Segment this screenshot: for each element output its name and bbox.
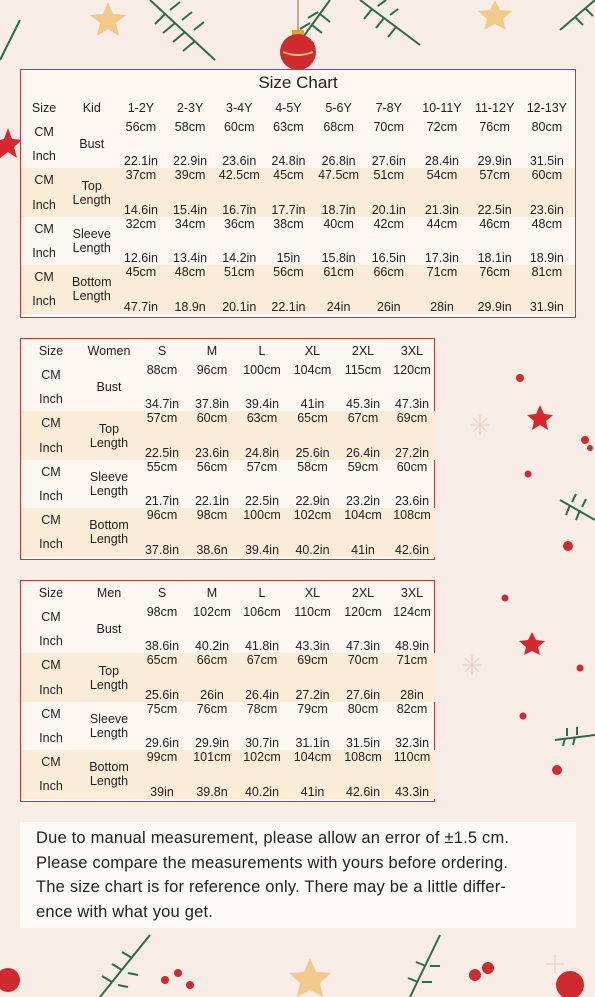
unit-label: CM — [21, 750, 81, 774]
table-cell: 47.3in — [345, 639, 381, 654]
unit-label: CM — [21, 411, 81, 435]
star-icon — [90, 2, 126, 36]
table-cell: 108cm — [388, 508, 436, 532]
table-cell: 63cm — [237, 411, 287, 435]
table-cell: 58cm — [174, 120, 206, 134]
unit-label: CM — [34, 221, 54, 236]
unit-label: CM — [41, 464, 61, 479]
column-header: 1-2Y — [127, 101, 155, 115]
column-header: L — [258, 344, 266, 358]
table-cell: 79cm — [297, 701, 328, 716]
column-header: S — [157, 586, 167, 600]
column-header: 5-6Y — [325, 101, 352, 115]
ornament-icon — [280, 34, 316, 70]
table-cell: 15.8in — [321, 251, 356, 266]
unit-label: CM — [21, 168, 67, 192]
table-cell: 20.1in — [215, 289, 264, 313]
unit-label: Inch — [39, 731, 63, 746]
table-cell: 23.6in — [222, 154, 257, 169]
table-cell: 37.8in — [194, 397, 230, 412]
table-cell: 24.8in — [271, 154, 306, 169]
table-row — [21, 363, 436, 387]
table-row — [21, 750, 436, 774]
table-row — [21, 168, 575, 192]
table-cell: 102cm — [287, 508, 338, 532]
measurement-note — [20, 822, 576, 928]
column-header: Men — [96, 586, 122, 600]
table-cell: 27.2in — [388, 436, 436, 460]
table-cell: 46cm — [479, 216, 510, 231]
unit-label: Inch — [21, 678, 81, 702]
table-cell: 29.6in — [144, 736, 180, 751]
table-cell: 15in — [276, 251, 301, 266]
table-cell: 18.9n — [166, 289, 215, 313]
table-cell: 48cm — [166, 265, 215, 289]
measurement-label: Bust — [96, 622, 122, 637]
table-cell: 18.7in — [313, 193, 364, 217]
table-row — [21, 265, 575, 289]
table-cell: 120cm — [344, 605, 382, 619]
table-cell: 63cm — [273, 120, 304, 134]
table-row — [21, 508, 436, 532]
table-cell: 47.3in — [394, 397, 430, 412]
table-cell: 47.5cm — [313, 168, 364, 192]
star-icon — [527, 405, 553, 430]
table-cell: 56cm — [125, 120, 157, 134]
table-cell: 39.4in — [237, 532, 287, 556]
table-cell: 38cm — [273, 216, 304, 231]
table-cell: 39.8n — [187, 774, 237, 798]
unit-label: Inch — [32, 149, 56, 164]
table-cell: 38.6n — [187, 532, 237, 556]
kid-table-grid — [21, 96, 575, 314]
table-cell: 100cm — [237, 508, 287, 532]
table-cell: 69cm — [287, 653, 338, 677]
unit-label: Inch — [21, 193, 67, 217]
table-cell: 45cm — [264, 168, 313, 192]
table-cell: 66cm — [187, 653, 237, 677]
table-cell: 51cm — [215, 265, 264, 289]
table-cell: 22.5in — [244, 494, 280, 509]
column-header: Women — [87, 344, 131, 358]
note-line: The size chart is for reference only. There may be a little differ- — [36, 878, 507, 896]
table-cell: 41in — [338, 532, 388, 556]
unit-label: CM — [34, 125, 54, 140]
unit-label: Inch — [39, 634, 63, 649]
table-cell: 70cm — [338, 653, 388, 677]
table-cell: 29.9in — [477, 154, 512, 169]
table-cell: 124cm — [393, 605, 431, 619]
table-cell: 71cm — [413, 265, 470, 289]
table-cell: 44cm — [426, 216, 458, 231]
table-cell: 110cm — [294, 605, 331, 619]
table-cell: 76cm — [196, 701, 228, 716]
table-cell: 21.7in — [144, 494, 180, 509]
table-cell: 31.5in — [529, 154, 564, 169]
table-cell: 45.3in — [345, 397, 381, 412]
table-cell: 98cm — [146, 605, 178, 619]
measurement-label: Top Length — [81, 411, 137, 459]
unit-label: Inch — [21, 532, 81, 556]
table-row — [21, 217, 575, 241]
unit-label: Inch — [21, 774, 81, 798]
table-cell: 42cm — [373, 216, 405, 231]
table-cell: 39.4in — [244, 397, 280, 412]
table-cell: 21.3in — [413, 193, 470, 217]
column-header: 2XL — [351, 344, 375, 358]
table-cell: 81cm — [519, 265, 575, 289]
star-icon — [289, 958, 331, 997]
column-header: L — [258, 586, 266, 600]
table-cell: 110cm — [388, 750, 436, 774]
table-cell: 65cm — [137, 653, 187, 677]
table-cell: 37.8in — [137, 532, 187, 556]
column-header: 2XL — [351, 586, 375, 600]
table-cell: 18.9in — [529, 251, 564, 266]
measurement-label: Bottom Length — [81, 750, 137, 798]
table-cell: 22.1in — [194, 494, 230, 509]
table-cell: 27.2in — [287, 678, 338, 702]
size-chart-title: Size Chart — [258, 73, 338, 92]
column-header: 4-5Y — [275, 101, 302, 115]
column-header: 3-4Y — [226, 101, 253, 115]
table-cell: 39in — [137, 774, 187, 798]
table-cell: 51cm — [364, 168, 413, 192]
table-cell: 102cm — [237, 750, 287, 774]
measurement-label: Sleeve Length — [72, 226, 111, 255]
table-cell: 55cm — [146, 459, 178, 474]
measurement-label: Bust — [79, 137, 105, 152]
table-cell: 71cm — [388, 653, 436, 677]
table-row — [21, 120, 575, 144]
table-cell: 78cm — [246, 701, 278, 716]
table-cell: 34cm — [174, 216, 206, 231]
table-cell: 115cm — [344, 363, 382, 377]
table-row — [21, 702, 436, 726]
star-icon — [478, 0, 512, 30]
table-cell: 104cm — [287, 750, 338, 774]
table-cell: 28.4in — [424, 154, 459, 169]
column-header: M — [206, 344, 218, 358]
column-header: Size — [31, 101, 57, 115]
table-cell: 22.5in — [471, 193, 519, 217]
table-cell: 23.6in — [394, 494, 430, 509]
table-cell: 39cm — [166, 168, 215, 192]
table-cell: 57cm — [246, 459, 278, 474]
table-cell: 41in — [300, 397, 325, 412]
table-cell: 60cm — [223, 120, 255, 134]
column-header: 2-3Y — [176, 101, 204, 115]
column-header: Size — [38, 344, 64, 358]
women-size-table — [20, 338, 435, 560]
table-cell: 70cm — [373, 120, 405, 134]
table-cell: 42.6in — [388, 532, 436, 556]
table-row — [21, 653, 436, 677]
table-cell: 25.6in — [287, 436, 338, 460]
table-cell: 15.4in — [166, 193, 215, 217]
table-cell: 14.6in — [116, 193, 165, 217]
table-cell: 26in — [187, 678, 237, 702]
ornament-icon — [0, 968, 20, 992]
table-cell: 48cm — [531, 216, 563, 231]
table-cell: 16.5in — [371, 251, 406, 266]
table-cell: 106cm — [243, 605, 281, 619]
table-cell: 96cm — [196, 363, 228, 377]
table-cell: 76cm — [471, 265, 519, 289]
column-header: 10-11Y — [422, 101, 462, 115]
table-cell: 22.9in — [295, 494, 330, 509]
measurement-label: Sleeve Length — [89, 711, 129, 740]
table-cell: 75cm — [146, 701, 178, 716]
table-cell: 40cm — [323, 216, 354, 231]
table-cell: 43.3in — [295, 639, 330, 654]
table-cell: 60cm — [187, 411, 237, 435]
table-cell: 67cm — [338, 411, 388, 435]
column-header: 11-12Y — [474, 101, 515, 115]
table-cell: 54cm — [413, 168, 470, 192]
column-header: M — [206, 586, 218, 600]
table-cell: 22.1in — [264, 289, 313, 313]
table-cell: 59cm — [347, 459, 379, 474]
table-cell: 34.7in — [144, 397, 180, 412]
table-cell: 24in — [313, 289, 364, 313]
table-cell: 43.3in — [388, 774, 436, 798]
table-cell: 29.9in — [471, 289, 519, 313]
unit-label: CM — [41, 368, 61, 383]
table-cell: 23.6in — [187, 436, 237, 460]
ornament-icon — [556, 971, 584, 997]
table-cell: 104cm — [293, 363, 332, 377]
table-cell: 99cm — [137, 750, 187, 774]
unit-label: Inch — [39, 392, 63, 407]
table-cell: 108cm — [338, 750, 388, 774]
table-cell: 27.6in — [338, 678, 388, 702]
table-cell: 29.9in — [194, 736, 230, 751]
table-cell: 45cm — [116, 265, 165, 289]
table-header-row — [21, 581, 436, 605]
table-cell: 48.9in — [394, 639, 430, 654]
table-cell: 65cm — [287, 411, 338, 435]
ornament-cap-icon — [292, 30, 304, 37]
table-cell: 28in — [413, 289, 470, 313]
note-line: Due to manual measurement, please allow an error of ±1.5 cm. — [36, 829, 510, 847]
table-cell: 26.8in — [321, 154, 356, 169]
kid-size-table — [20, 69, 576, 318]
table-cell: 23.6in — [519, 193, 575, 217]
table-cell: 98cm — [187, 508, 237, 532]
table-cell: 42.6in — [338, 774, 388, 798]
women-table-grid — [21, 339, 436, 557]
unit-label: Inch — [39, 489, 63, 504]
table-row — [21, 605, 436, 629]
unit-label: Inch — [32, 246, 56, 261]
table-cell: 61cm — [313, 265, 364, 289]
table-cell: 68cm — [323, 120, 354, 134]
table-cell: 38.6in — [144, 639, 180, 654]
table-cell: 58cm — [297, 459, 328, 474]
table-cell: 31.9in — [519, 289, 575, 313]
table-cell: 104cm — [338, 508, 388, 532]
table-cell: 31.1in — [295, 736, 330, 751]
table-cell: 17.7in — [264, 193, 313, 217]
table-cell: 102cm — [193, 605, 231, 619]
table-cell: 26.4in — [237, 678, 287, 702]
star-icon — [519, 632, 545, 655]
table-cell: 22.5in — [137, 436, 187, 460]
table-cell: 22.9in — [173, 154, 208, 169]
table-cell: 28in — [388, 678, 436, 702]
unit-label: CM — [41, 706, 61, 721]
table-cell: 42.5cm — [215, 168, 264, 192]
table-cell: 22.1in — [123, 154, 158, 169]
measurement-label: Bottom Length — [67, 265, 116, 313]
table-cell: 80cm — [531, 120, 563, 134]
table-cell: 20.1in — [364, 193, 413, 217]
table-header-row — [21, 96, 575, 120]
table-header-row — [21, 339, 436, 363]
note-line: Please compare the measurements with yours before ordering. — [36, 853, 509, 872]
column-header: 3XL — [400, 586, 424, 600]
table-row — [21, 411, 436, 435]
unit-label: Inch — [21, 436, 81, 460]
men-size-table — [20, 580, 435, 802]
table-cell: 60cm — [519, 168, 575, 192]
unit-label: CM — [21, 653, 81, 677]
column-header: Size — [38, 586, 64, 600]
table-cell: 40.2in — [287, 532, 338, 556]
table-cell: 41.8in — [244, 639, 280, 654]
table-cell: 37cm — [116, 168, 165, 192]
table-cell: 60cm — [396, 459, 428, 474]
unit-label: CM — [41, 610, 61, 625]
table-cell: 47.7in — [116, 289, 165, 313]
measurement-label: Bust — [96, 380, 122, 395]
column-header: 12-13Y — [526, 101, 568, 115]
table-cell: 26in — [364, 289, 413, 313]
measurement-label: Top Length — [81, 653, 137, 701]
table-cell: 120cm — [393, 363, 431, 377]
table-cell: 69cm — [388, 411, 436, 435]
table-cell: 32.3in — [394, 736, 430, 751]
table-cell: 57cm — [471, 168, 519, 192]
table-cell: 13.4in — [173, 251, 208, 266]
measurement-label: Sleeve Length — [89, 469, 129, 498]
table-cell: 88cm — [146, 363, 178, 377]
column-header: Kid — [82, 101, 101, 115]
note-line: ence with what you get. — [36, 902, 214, 921]
table-cell: 24.8in — [237, 436, 287, 460]
table-cell: 27.6in — [371, 154, 406, 169]
table-cell: 56cm — [196, 459, 228, 474]
table-cell: 30.7in — [244, 736, 280, 751]
table-cell: 32cm — [125, 216, 157, 231]
unit-label: CM — [21, 265, 67, 289]
table-cell: 40.2in — [237, 774, 287, 798]
star-icon — [0, 128, 22, 158]
table-cell: 96cm — [137, 508, 187, 532]
table-cell: 36cm — [223, 216, 255, 231]
column-header: 7-8Y — [375, 101, 402, 115]
table-cell: 25.6in — [137, 678, 187, 702]
column-header: S — [157, 344, 167, 358]
table-cell: 76cm — [479, 120, 510, 134]
column-header: XL — [304, 586, 321, 600]
table-cell: 56cm — [264, 265, 313, 289]
table-cell: 26.4in — [338, 436, 388, 460]
table-cell: 101cm — [187, 750, 237, 774]
table-cell: 40.2in — [194, 639, 230, 654]
table-cell: 66cm — [364, 265, 413, 289]
table-cell: 14.2in — [222, 251, 257, 266]
unit-label: Inch — [21, 289, 67, 313]
table-cell: 12.6in — [123, 251, 158, 266]
table-cell: 82cm — [396, 701, 428, 716]
table-cell: 18.1in — [477, 251, 512, 266]
table-cell: 100cm — [243, 363, 281, 377]
measurement-label: Top Length — [67, 168, 116, 216]
table-cell: 67cm — [237, 653, 287, 677]
table-cell: 80cm — [347, 701, 379, 716]
men-table-grid — [21, 581, 436, 799]
table-cell: 17.3in — [424, 251, 459, 266]
table-cell: 23.2in — [345, 494, 381, 509]
table-row — [21, 460, 436, 484]
column-header: 3XL — [400, 344, 424, 358]
table-cell: 72cm — [426, 120, 458, 134]
table-cell: 57cm — [137, 411, 187, 435]
table-cell: 31.5in — [345, 736, 381, 751]
table-cell: 41in — [287, 774, 338, 798]
column-header: XL — [304, 344, 321, 358]
unit-label: CM — [21, 508, 81, 532]
table-cell: 16.7in — [215, 193, 264, 217]
measurement-label: Bottom Length — [81, 508, 137, 556]
